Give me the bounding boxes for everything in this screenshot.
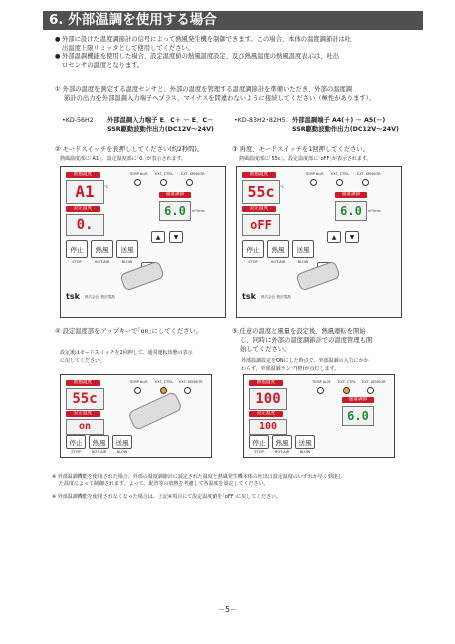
ext-sensor-led	[367, 387, 374, 394]
unit-air: m³/min	[192, 209, 205, 213]
ext-ctrl-label: EXT. CTRL	[331, 172, 349, 176]
step-1-line-1: ① 外部の温度を測定する温度センサと、外部の温度を管理する温度調節計を準備いただき、外部の温度調	[55, 86, 353, 93]
ext-ctrl-led	[336, 179, 343, 186]
set-temp-display: 0.	[66, 214, 104, 236]
control-panel-step-2	[60, 166, 226, 318]
hot-air-en-label: HOT-AIR	[274, 450, 290, 454]
hand-icon	[127, 391, 183, 431]
step-1-right-model: •KD-83H2･82H5：	[234, 117, 292, 124]
stop-button[interactable]: 停止	[66, 435, 86, 449]
hot-air-temp-label: 熱風温度	[66, 380, 100, 386]
air-vol-label: 風量調節	[335, 192, 367, 198]
step-1-left-model: •KD-56H2	[62, 117, 94, 124]
air-vol-label: 風量調節	[342, 397, 374, 403]
bullet-2-line-1: 外部温調機能を使用した場合、設定温度値の熱風温度設定、及び熱風温度の熱風温度表示は、吐出	[62, 53, 340, 61]
air-vol-label: 風量調節	[159, 192, 191, 198]
ext-ctrl-led	[160, 179, 167, 186]
hot-air-temp-display: A1	[66, 180, 104, 204]
set-temp-display: 100	[249, 419, 287, 435]
hot-air-temp-label: 熱風温度	[249, 380, 283, 386]
ext-ctrl-led	[343, 387, 350, 394]
hot-air-button[interactable]: 熱風	[89, 435, 109, 449]
air-vol-display: 6.0	[159, 201, 191, 221]
set-temp-label: 設定温度	[66, 206, 100, 212]
ext-sensor-label: EXT. SENSOR	[362, 380, 386, 384]
blow-button[interactable]: 送風	[292, 240, 314, 258]
stop-button[interactable]: 停止	[66, 240, 88, 258]
down-key[interactable]: ▼	[169, 231, 183, 243]
hot-air-en-label: HOT-AIR	[94, 260, 110, 264]
bullet-icon: ●	[55, 53, 61, 61]
ext-sensor-led	[186, 179, 193, 186]
step-1-left-ssr: SSR駆動波動作出力(DC12V～24V)	[107, 126, 214, 133]
step-5-title-2: し、同時に外部の温度調節計での温度管理も開	[240, 337, 373, 344]
step-2-desc: 熱風温度部に｢A1｣、設定温度部に｢0.｣が表示されます。	[60, 156, 186, 162]
step-5-desc-1: 外部温調設定をONにした時点で、外部温調の入力にかか	[241, 358, 369, 364]
set-temp-label: 設定温度	[249, 411, 283, 417]
step-5-title-3: 始してください。	[240, 346, 291, 353]
set-temp-label: 設定温度	[242, 206, 276, 212]
company-name: 株式会社 熱匠電熱	[85, 295, 115, 299]
unit-c: °C	[104, 185, 109, 189]
control-panel-step-4	[60, 374, 212, 458]
bullet-icon: ●	[55, 36, 61, 43]
blow-en-label: BLOW	[297, 260, 309, 264]
stop-en-label: STOP	[71, 450, 81, 454]
unit-air: m³/min	[368, 209, 381, 213]
stop-en-label: STOP	[72, 260, 82, 264]
step-5-desc-2: わらず、外部温調ランプ(橙)が点灯します。	[241, 366, 340, 372]
bullet-2-line-2: ロセンサの温度となります。	[62, 61, 144, 69]
step-1-right-ssr: SSR駆動波動作出力(DC12V～24V)	[292, 126, 399, 133]
step-3-title: ③ 再度、モードスイッチを1回押してください。	[232, 146, 370, 153]
bullet-1-line-2: 出温度上限リミッタとして使用してください。	[62, 44, 195, 52]
brand-logo: tsk	[242, 292, 256, 301]
hot-air-button[interactable]: 熱風	[267, 240, 289, 258]
blow-en-label: BLOW	[116, 450, 128, 454]
ext-sensor-label: EXT. SENSOR	[179, 380, 203, 384]
company-name: 株式会社 熱匠電熱	[261, 295, 291, 299]
step-1-left-terminal: 外部温調入力端子 E．C＋ － E．C－	[107, 117, 214, 124]
control-panel-step-5	[243, 374, 395, 458]
hot-air-en-label: HOT-AIR	[270, 260, 286, 264]
step-4-title: ④ 設定温度部をアップキーで｢on｣にしてください。	[55, 328, 203, 335]
section-title: 6. 外部温調を使用する場合	[43, 11, 423, 30]
step-2-title: ② モードスイッチを長押ししてください(約2秒間)。	[55, 146, 204, 153]
ext-ctrl-led	[160, 387, 167, 394]
set-temp-display: on	[66, 419, 104, 435]
hot-air-temp-display: 55c	[242, 180, 280, 204]
step-3-desc: 熱風温度部に｢55c｣、設定温度部に｢oFF｣が表示されます。	[239, 156, 372, 162]
intro-bullets	[55, 36, 440, 70]
blow-en-label: BLOW	[121, 260, 133, 264]
ext-sensor-led	[184, 387, 191, 394]
notes	[52, 474, 442, 501]
hot-air-temp-label: 熱風温度	[66, 172, 100, 178]
alarm-led	[134, 387, 141, 394]
control-panel-step-3	[236, 166, 402, 318]
brand-logo: tsk	[66, 292, 80, 301]
temp-alm-label: TEMP ALM	[129, 172, 148, 176]
hot-air-temp-display: 55c	[66, 388, 104, 410]
step-4-desc-2: に戻してください。	[60, 358, 106, 364]
step-5-title-1: ⑤ 任意の温度と風量を設定後、熱風運転を開始	[232, 328, 366, 335]
hot-air-button[interactable]: 熱風	[272, 435, 292, 449]
ext-ctrl-label: EXT. CTRL	[338, 380, 356, 384]
ext-sensor-led	[362, 179, 369, 186]
stop-en-label: STOP	[248, 260, 258, 264]
note-2: ※ 外部温調機能を使用されなくなった場合は、上記④項目にて設定温度値を｢oFF｣に戻してください。	[52, 494, 282, 500]
ext-ctrl-label: EXT. CTRL	[155, 172, 173, 176]
ext-ctrl-label: EXT. CTRL	[155, 380, 173, 384]
blow-button[interactable]: 送風	[112, 435, 132, 449]
alarm-led	[310, 179, 317, 186]
blow-button[interactable]: 送風	[116, 240, 138, 258]
note-1-line-1: ※ 外部温調機能を使用された場合、外部の温度調節計に設定された温度と熱風発生機本体の吐出口設定温度のいずれか早く到達し	[52, 474, 343, 480]
hot-air-temp-display: 100	[249, 388, 287, 410]
stop-button[interactable]: 停止	[249, 435, 269, 449]
blow-button[interactable]: 送風	[295, 435, 315, 449]
air-vol-display: 6.0	[335, 201, 367, 221]
up-key[interactable]: ▲	[151, 231, 165, 243]
down-key[interactable]: ▼	[345, 231, 359, 243]
page-number: －5－	[217, 605, 238, 614]
bullet-1-line-1: 外部に設けた温度調節計の信号によって熱風発生機を制御できます。この場合、本体の温度調節計は吐	[62, 36, 352, 43]
alarm-led	[317, 387, 324, 394]
step-1-line-2: 節計の出力を外部温調入力端子へプラス、マイナスを間違わないように接続してください（極性があります）。	[64, 94, 376, 102]
hot-air-button[interactable]: 熱風	[91, 240, 113, 258]
temp-alm-label: TEMP ALM	[129, 380, 148, 384]
step-4-desc-1: 設定後はモードスイッチを2回押して、通常運転状態の表示	[60, 350, 193, 356]
up-key[interactable]: ▲	[327, 231, 341, 243]
step-1-right-terminal: 外部温調端子 A4(＋) － A5(－)	[292, 117, 386, 124]
unit-c: °C	[280, 185, 285, 189]
ext-sensor-label: EXT. SENSOR	[181, 172, 205, 176]
set-temp-display: oFF	[242, 214, 280, 236]
blow-en-label: BLOW	[299, 450, 311, 454]
set-temp-label: 設定温度	[66, 411, 100, 417]
temp-alm-label: TEMP ALM	[305, 172, 324, 176]
hot-air-en-label: HOT-AIR	[91, 450, 107, 454]
air-vol-display: 6.0	[342, 406, 374, 426]
temp-alm-label: TEMP ALM	[312, 380, 331, 384]
step-1	[55, 86, 440, 103]
hot-air-temp-label: 熱風温度	[242, 172, 276, 178]
stop-en-label: STOP	[254, 450, 264, 454]
ext-sensor-label: EXT. SENSOR	[357, 172, 381, 176]
stop-button[interactable]: 停止	[242, 240, 264, 258]
alarm-led	[134, 179, 141, 186]
note-1-line-2: た温度によって制御されます。よって、配管等の放熱を考慮して各温度を設定してください。	[59, 481, 269, 487]
